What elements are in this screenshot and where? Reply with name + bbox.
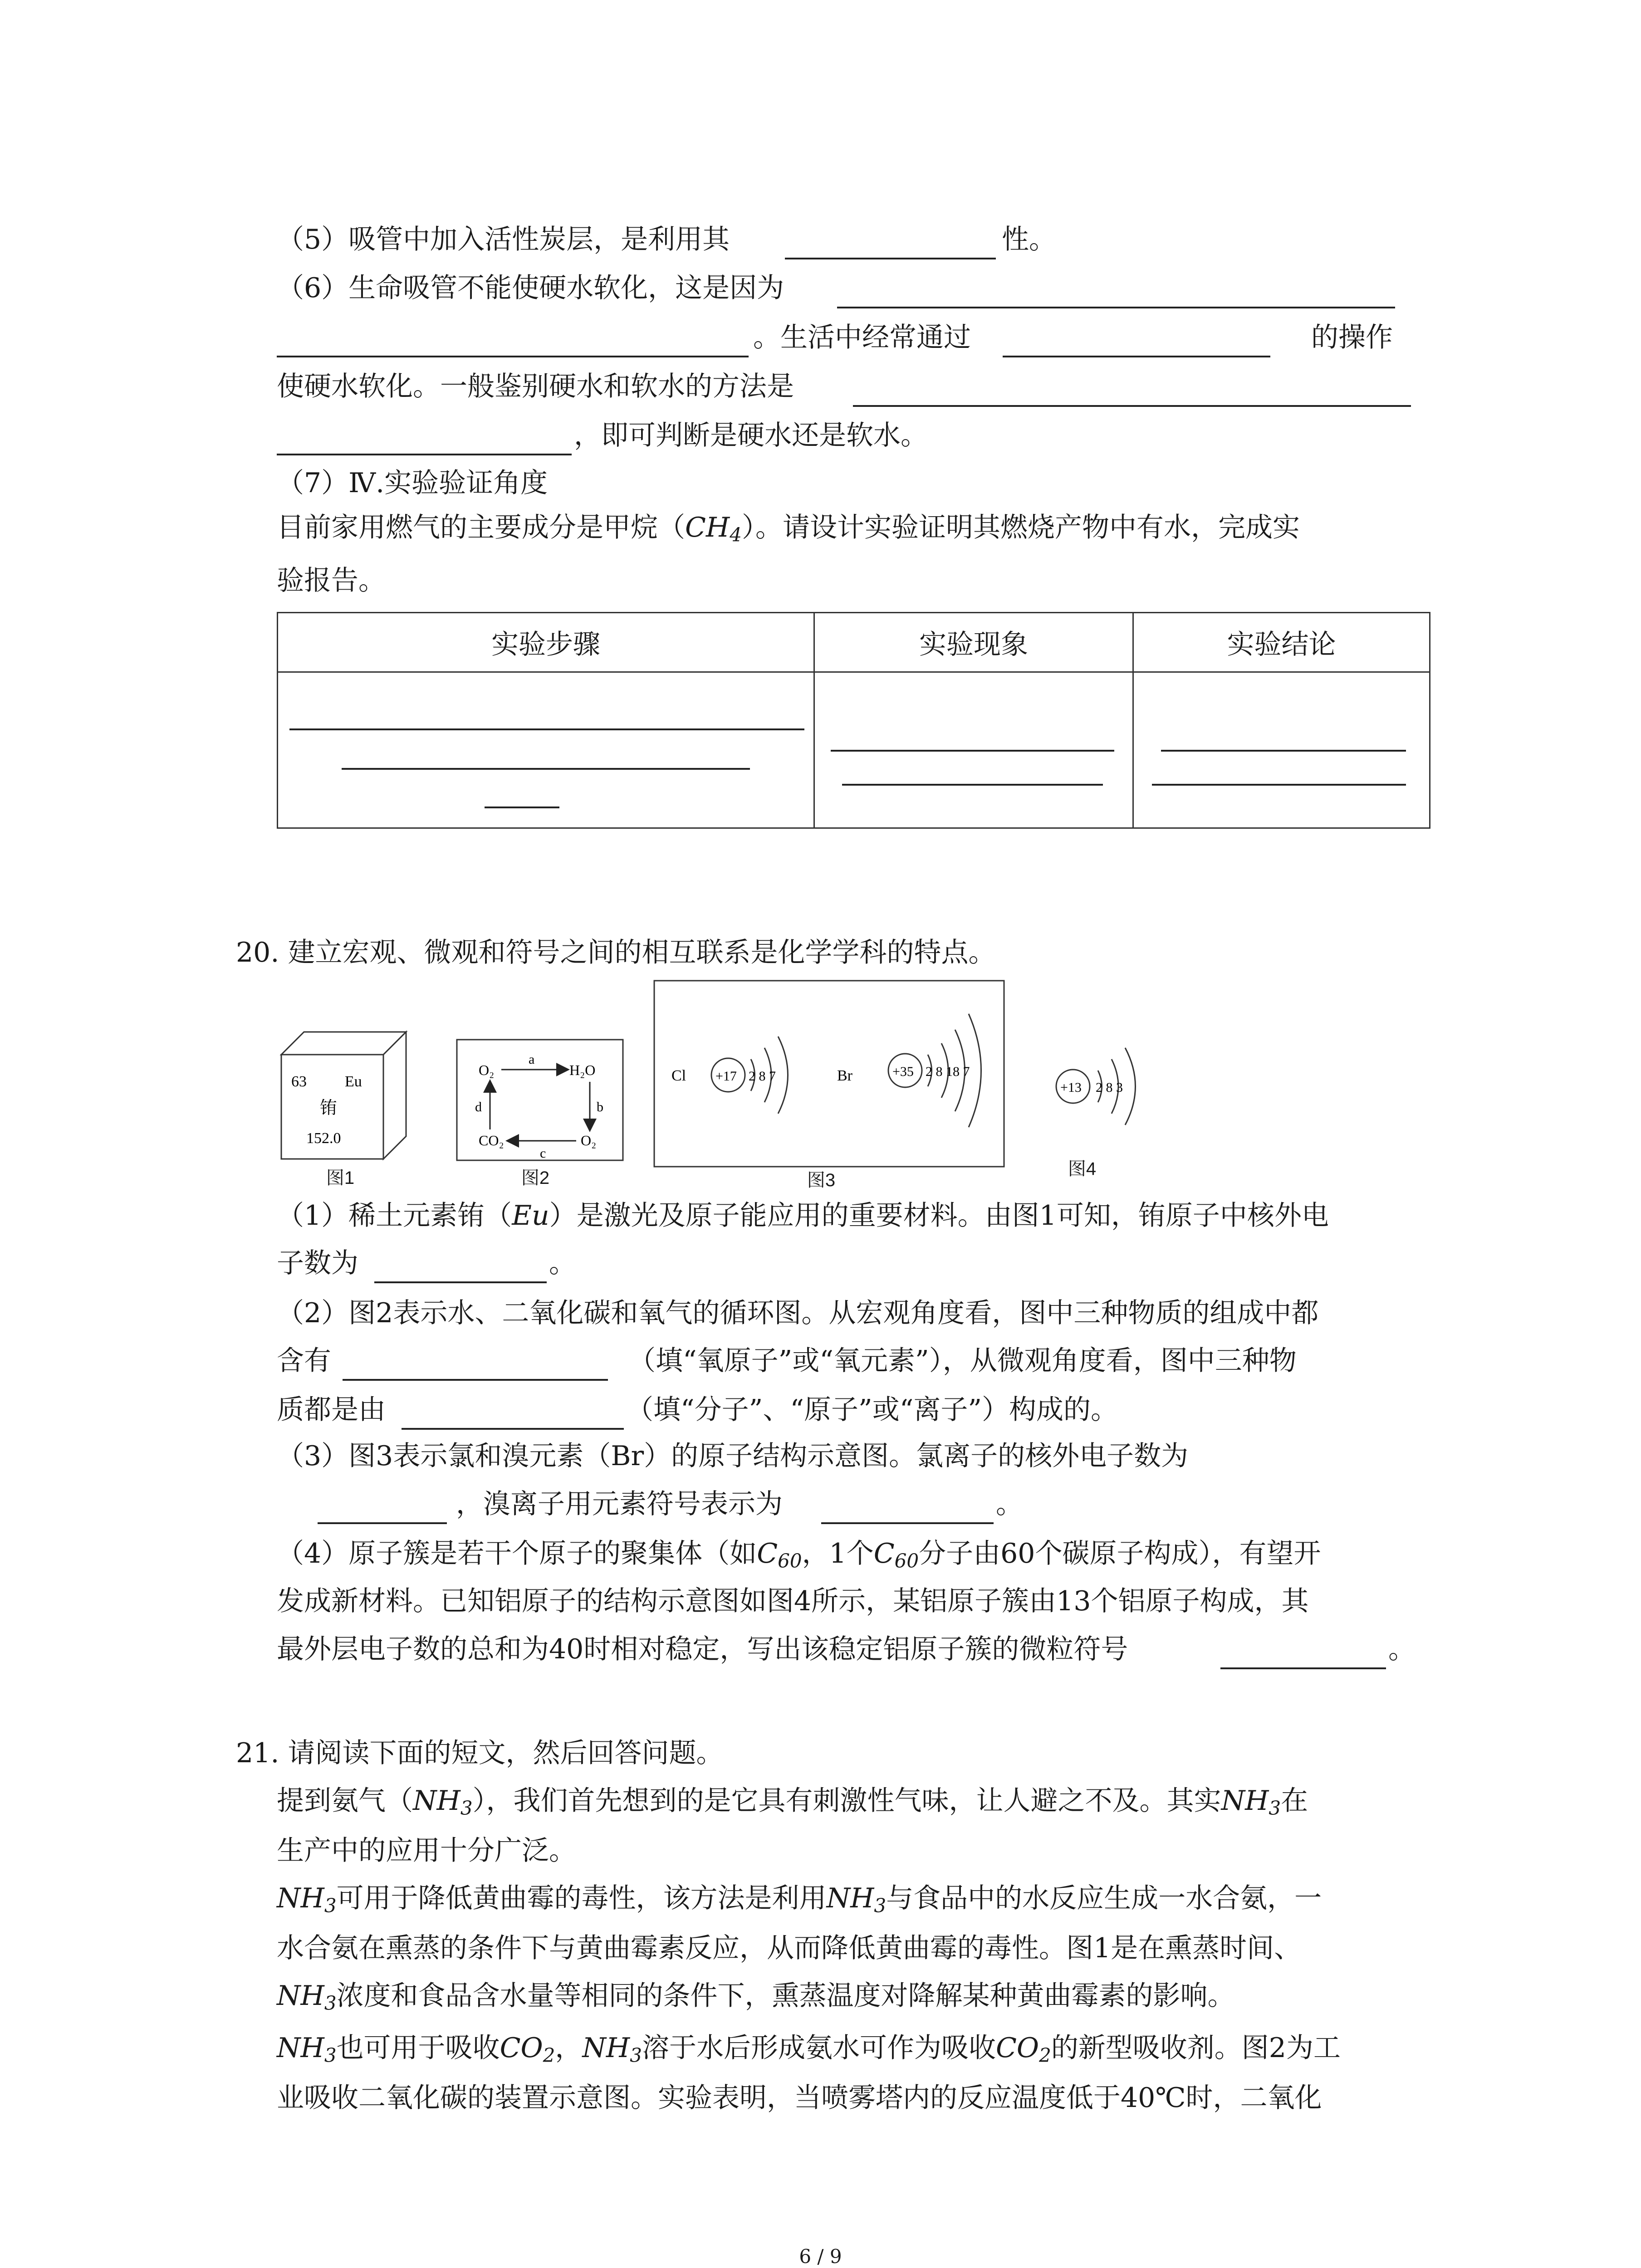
q21-p3-line1: $NH_3$也可用于吸收$CO_2$，$NH_3$溶于水后形成氨水可作为吸收$CO_2$的新型吸收剂。图2为工 <box>277 2032 1341 2067</box>
figure-1-element-cube <box>277 1027 413 1168</box>
ch4-formula: $CH_4$ <box>685 512 742 546</box>
step-blank-3[interactable] <box>485 807 559 808</box>
fig2-h2o: H₂O <box>569 1062 596 1078</box>
fig2-label-d: d <box>475 1100 482 1114</box>
q20-2-line2b: （填“氧原子”或“氧元素”），从微观角度看，图中三种物 <box>628 1345 1297 1377</box>
header-step: 实验步骤 <box>278 613 814 672</box>
fig2-co2: CO₂ <box>479 1132 504 1149</box>
conclusion-blank-1[interactable] <box>1161 750 1406 752</box>
q20-4-line1: （4）原子簇是若干个原子的聚集体（如$C_{60}$，1个$C_{60}$分子由60个碳原子构成），有望开 <box>277 1538 1321 1572</box>
q20-2-blank-1[interactable] <box>343 1379 608 1381</box>
q20-3-line2a: ，溴离子用元素符号表示为 <box>456 1488 783 1520</box>
cell-phenomenon <box>814 672 1133 828</box>
fig1-symbol: Eu <box>345 1073 362 1090</box>
q21-stem: 21. 请阅读下面的短文，然后回答问题。 <box>236 1737 724 1769</box>
q19-6-line4: ，即可判断是硬水还是软水。 <box>574 420 928 451</box>
q21-p1-line1: 提到氨气$(NH_3)$，我们首先想到的是它具有刺激性气味，让人避之不及。其实$NH_3$在 <box>277 1785 1308 1819</box>
fig2-o2-top: O₂ <box>479 1062 495 1078</box>
fig1-name: 铕 <box>320 1098 338 1118</box>
fig1-number: 63 <box>291 1073 307 1090</box>
phenomenon-blank-2[interactable] <box>842 784 1103 786</box>
fig4-shells: 2 8 3 <box>1096 1080 1123 1095</box>
experiment-report-table <box>277 612 1430 829</box>
q20-4-line3b: 。 <box>1388 1633 1416 1665</box>
q20-2-line1: （2）图2表示水、二氧化碳和氧气的循环图。从宏观角度看，图中三种物质的组成中都 <box>277 1297 1319 1329</box>
page-number: 6 / 9 <box>799 2245 842 2268</box>
q19-6-blank-3b[interactable] <box>277 454 572 455</box>
q19-6-blank-2[interactable] <box>1003 356 1270 357</box>
figure-2-caption: 图2 <box>521 1168 550 1188</box>
fig2-o2-bottom: O₂ <box>581 1132 597 1149</box>
figure-2-cycle-diagram <box>456 1039 624 1161</box>
q20-stem: 20. 建立宏观、微观和符号之间的相互联系是化学学科的特点。 <box>236 937 996 968</box>
fig3-br-shells: 2 8 18 7 <box>926 1064 970 1079</box>
fig3-cl-nucleus: +17 <box>715 1069 737 1084</box>
fig3-br-symbol: Br <box>837 1067 852 1084</box>
fig2-label-a: a <box>529 1052 535 1067</box>
fig1-mass: 152.0 <box>306 1130 341 1147</box>
figure-3-atom-structures <box>653 980 1005 1170</box>
q19-6-line3: 使硬水软化。一般鉴别硬水和软水的方法是 <box>277 371 794 402</box>
q20-3-line1: （3）图3表示氯和溴元素（Br）的原子结构示意图。氯离子的核外电子数为 <box>277 1440 1189 1472</box>
q20-4-blank[interactable] <box>1220 1667 1386 1669</box>
q20-3-blank-1[interactable] <box>318 1522 447 1524</box>
q19-7-title: （7）Ⅳ.实验验证角度 <box>277 467 548 499</box>
q20-1-line1: （1）稀土元素铕（Eu）是激光及原子能应用的重要材料。由图1可知，铕原子中核外电 <box>277 1200 1329 1232</box>
header-phenomenon: 实验现象 <box>814 613 1133 672</box>
cell-step <box>278 672 814 828</box>
q20-2-line3a: 质都是由 <box>277 1394 386 1426</box>
figure-4-caption: 图4 <box>1068 1159 1097 1179</box>
q20-4-line3a: 最外层电子数的总和为40时相对稳定，写出该稳定铝原子簇的微粒符号 <box>277 1633 1128 1665</box>
figure-1-caption: 图1 <box>326 1168 355 1188</box>
q19-6-blank-1b[interactable] <box>277 356 749 357</box>
header-conclusion: 实验结论 <box>1133 613 1430 672</box>
q19-7-line2: 验报告。 <box>277 565 386 596</box>
fig2-label-c: c <box>540 1146 546 1161</box>
step-blank-1[interactable] <box>289 728 804 730</box>
fig4-nucleus: +13 <box>1060 1080 1082 1095</box>
q20-2-blank-2[interactable] <box>402 1428 624 1430</box>
q20-3-blank-2[interactable] <box>821 1522 994 1524</box>
q20-1-line2b: 。 <box>549 1247 576 1279</box>
q20-1-line2a: 子数为 <box>277 1247 358 1279</box>
q19-5-blank[interactable] <box>785 258 996 259</box>
fig3-cl-symbol: Cl <box>671 1067 686 1084</box>
q21-p2-line3: $NH_3$浓度和食品含水量等相同的条件下，熏蒸温度对降解某种黄曲霉素的影响。 <box>277 1980 1235 2014</box>
q20-3-line2b: 。 <box>996 1488 1023 1520</box>
fig3-cl-shells: 2 8 7 <box>749 1069 776 1084</box>
q19-6-blank-1a[interactable] <box>837 307 1395 308</box>
q20-4-line2: 发成新材料。已知铝原子的结构示意图如图4所示，某铝原子簇由13个铝原子构成，其 <box>277 1585 1309 1617</box>
phenomenon-blank-1[interactable] <box>831 750 1114 752</box>
q21-p2-line2: 水合氨在熏蒸的条件下与黄曲霉素反应，从而降低黄曲霉的毒性。图1是在熏蒸时间、 <box>277 1932 1302 1964</box>
q19-6-blank-3a[interactable] <box>853 405 1411 407</box>
q19-6-line2: 。生活中经常通过 <box>753 322 971 353</box>
q20-2-line3b: （填“分子”、“原子”或“离子”）构成的。 <box>626 1394 1118 1426</box>
figure-4-aluminum-atom <box>1053 1021 1161 1148</box>
q21-p1-line2: 生产中的应用十分广泛。 <box>277 1835 576 1867</box>
q21-p2-line1: $NH_3$可用于降低黄曲霉的毒性，该方法是利用$NH_3$与食品中的水反应生成一水合氨，一 <box>277 1882 1322 1917</box>
q19-7-line1: 目前家用燃气的主要成分是甲烷$(CH_4)$。请设计实验证明其燃烧产物中有水，完成实 <box>277 512 1300 546</box>
step-blank-2[interactable] <box>342 768 750 770</box>
q21-p3-line2: 业吸收二氧化碳的装置示意图。实验表明，当喷雾塔内的反应温度低于40℃时，二氧化 <box>277 2082 1322 2114</box>
q20-2-line2a: 含有 <box>277 1345 331 1377</box>
figure-3-caption: 图3 <box>807 1170 836 1190</box>
fig2-label-b: b <box>597 1100 603 1114</box>
q19-5-tail: 性。 <box>1002 224 1056 255</box>
q19-6-line2b: 的操作 <box>1311 322 1393 353</box>
fig3-br-nucleus: +35 <box>892 1064 914 1079</box>
q19-6-line1: （6）生命吸管不能使硬水软化，这是因为 <box>277 272 784 304</box>
q20-1-blank[interactable] <box>374 1281 547 1283</box>
conclusion-blank-2[interactable] <box>1152 784 1406 786</box>
q19-5-text: （5）吸管中加入活性炭层，是利用其 <box>277 224 730 255</box>
cell-conclusion <box>1133 672 1430 828</box>
